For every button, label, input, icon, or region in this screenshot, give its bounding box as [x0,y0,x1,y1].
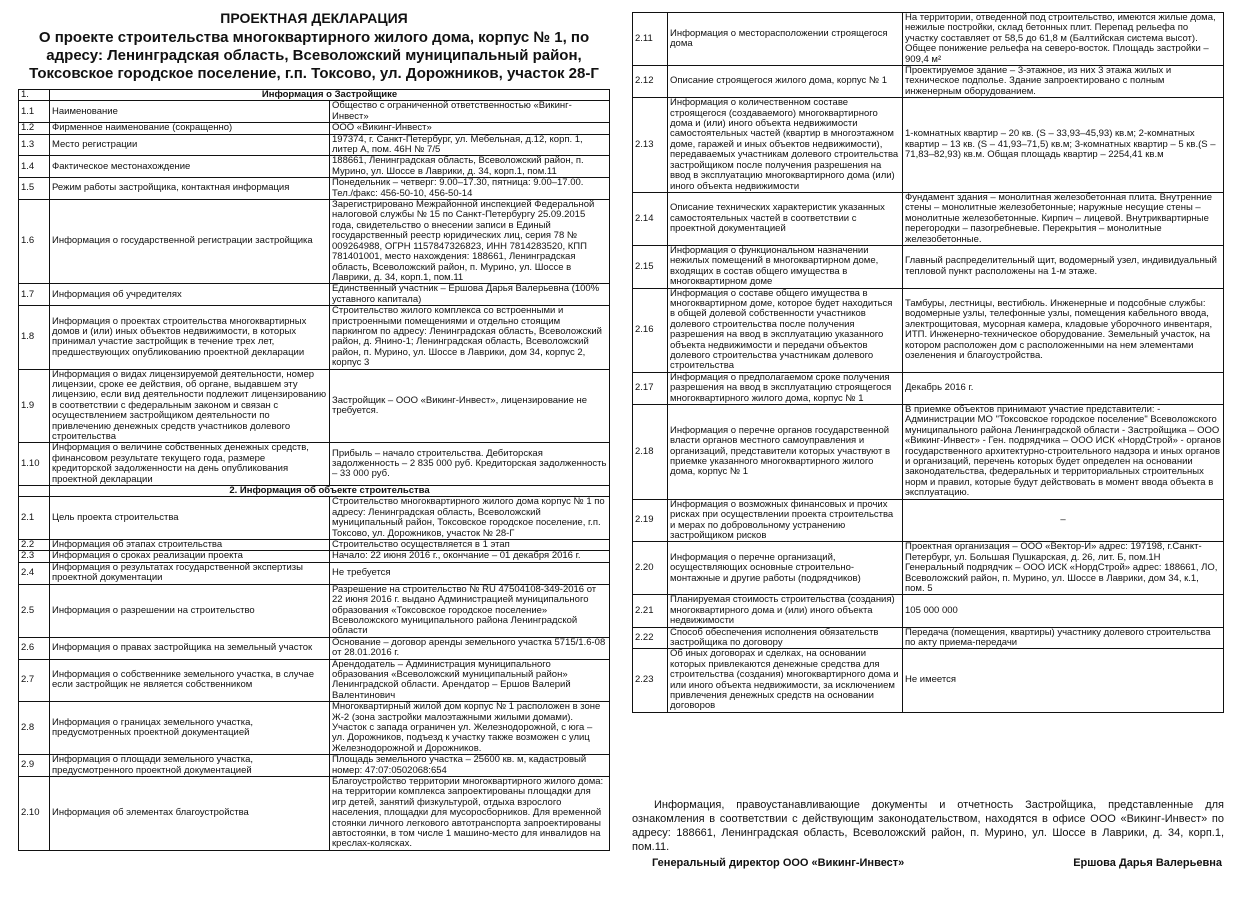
row-question: Информация о разрешении на строительство [50,584,330,637]
row-answer: ООО «Викинг-Инвест» [330,123,610,134]
table-row [19,702,610,755]
table-row [633,245,1224,288]
row-number: 1.9 [19,369,50,443]
row-question: Способ обеспечения исполнения обязательств застройщика по договору [668,627,903,649]
row-question: Информация о площади земельного участка, предусмотренного проектной документацией [50,755,330,777]
table-row [19,284,610,306]
row-question: Информация о сроках реализации проекта [50,551,330,562]
row-answer: Площадь земельного участка – 25600 кв. м, кадастровый номер: 47:07:0502068:654 [330,755,610,777]
row-answer: Начало: 22 июня 2016 г., окончание – 01 декабря 2016 г. [330,551,610,562]
table-row [19,497,610,540]
row-number: 2.14 [633,192,668,245]
row-number: 2.6 [19,637,50,659]
row-question: Информация о результатах государственной экспертизы проектной документации [50,562,330,584]
table-row [19,200,610,284]
row-question: Информация о величине собственных денежных средств, финансовом результате текущего года, размере кредиторской задолженности на день опубликования проектной декларации [50,443,330,486]
signature-position: Генеральный директор ООО «Викинг-Инвест» [652,857,905,869]
row-answer: Многоквартирный жилой дом корпус № 1 расположен в зоне Ж-2 (зона застройки малоэтажными жилыми домами). Участок с запада ограничен ул. Железнодорожной, с юга – ул. Дорожников, подъезд к участку также возможен с улиц Железнодорожной и Дорожников. [330,702,610,755]
row-number: 2.9 [19,755,50,777]
document-title: ПРОЕКТНАЯ ДЕКЛАРАЦИЯ [220,10,408,26]
table-row [633,405,1224,500]
row-question: Информация о количественном составе строящегося (создаваемого) многоквартирного дома и (или) иного объекта недвижимости самостоятельных частей (квартир в многоэтажном доме, гаражей и иных объектов недвижимости), передаваемых участникам долевого строительства застройщиком после получения разрешения на ввод в эксплуатацию многоквартирного дома (или) иного объекта недвижимости [668,98,903,193]
row-answer: Передача (помещения, квартиры) участнику долевого строительства по акту приема-передачи [903,627,1224,649]
row-question: Информация о перечне органов государственной власти органов местного самоуправления и организаций, представители которых участвуют в приемке указанного многоквартирного жилого дома, корпус № 1 [668,405,903,500]
row-question: Фактическое местонахождение [50,156,330,178]
row-question: Информация о месторасположении строящегося дома [668,13,903,66]
table-row [19,101,610,123]
row-question: Информация о видах лицензируемой деятельности, номер лицензии, сроке ее действия, об органе, выдавшем эту лицензию, если вид деятельности подлежит лицензированию в соответствии с федеральным законом и связан с осуществлением застройщиком деятельности по привлечению денежных средств участников долевого строительства [50,369,330,443]
table-row [19,637,610,659]
row-number: 2.11 [633,13,668,66]
row-answer: Тамбуры, лестницы, вестибюль. Инженерные и подсобные службы: водомерные узлы, телефонные узлы, помещения кабельного ввода, электрощитовая, мусорная камера, кладовые уборочного инвентаря, ИТП. Инженерно-техническое оборудование. Земельный участок, на котором расположен дом с расположенными на нем элементами озеленения и благоустройства. [903,288,1224,372]
row-question: Информация о государственной регистрации застройщика [50,200,330,284]
row-answer: Понедельник – четверг: 9.00–17.30, пятница: 9.00–17.00. Тел./факс: 456-50-10, 456-50-14 [330,178,610,200]
row-number: 2.12 [633,66,668,98]
row-number: 1.10 [19,443,50,486]
row-answer: Прибыль – начало строительства. Дебиторская задолженность – 2 835 000 руб. Кредиторская задолженность – 33 000 руб. [330,443,610,486]
declaration-table-right [632,12,1224,713]
table-row [633,499,1224,542]
row-question: Информация о перечне организаций, осуществляющих основные строительно-монтажные и другие работы (подрядчиков) [668,542,903,595]
row-number: 2.13 [633,98,668,193]
row-number: 1.6 [19,200,50,284]
declaration-table-left [18,89,610,851]
right-column [632,0,1224,713]
row-question: Планируемая стоимость строительства (создания) многоквартирного дома и (или) иного объекта недвижимости [668,595,903,627]
table-row [633,372,1224,404]
row-number: 2.1 [19,497,50,540]
row-number: 1.7 [19,284,50,306]
table-row [633,288,1224,372]
row-number: 2.5 [19,584,50,637]
row-answer: Не имеется [903,649,1224,712]
section-number [19,486,50,497]
section-number: 1. [19,90,50,101]
row-number: 1.8 [19,306,50,369]
row-question: Информация о функциональном назначении нежилых помещений в многоквартирном доме, входящих в состав общего имущества в многоквартирном доме [668,245,903,288]
row-number: 2.17 [633,372,668,404]
footer-note: Информация, правоустанавливающие документы и отчетность Застройщика, представленные для ознакомления в соответствии с действующим законодательством, находятся в офисе ООО «Викинг-Инвест» по адресу: 188661, Ленинградская область, Всеволожский район, п. Мурино, ул. Шоссе в Лаврики, д. 34, корп.1, пом.11. [632,799,1224,853]
row-question: Описание строящегося жилого дома, корпус № 1 [668,66,903,98]
row-question: Цель проекта строительства [50,497,330,540]
row-question: Информация об учредителях [50,284,330,306]
row-answer: Благоустройство территории многоквартирного жилого дома: на территории комплекса запроектированы площадки для игр детей, занятий физкультурой, отдыха взрослого населения, площадки для мусоросборников. Для временной стоянки личного легкового автотранспорта запроектированы автостоянки, в том числе 1 машино-место для инвалидов на креслах-колясках. [330,777,610,851]
row-answer: 1-комнатных квартир – 20 кв. (S – 33,93–45,93) кв.м; 2-комнатных квартир – 13 кв. (S – 41,93–71,5) кв.м; 3-комнатных квартир – 5 кв.(S – 71,83–82,93) кв.м. Общая площадь квартир – 2254,41 кв.м [903,98,1224,193]
row-answer: 105 000 000 [903,595,1224,627]
table-row [19,156,610,178]
table-row [19,178,610,200]
table-row [19,540,610,551]
row-number: 1.5 [19,178,50,200]
table-row [19,659,610,702]
row-answer: В приемке объектов принимают участие представители: - Администрации МО "Токсовское городское поселение" Всеволожского муниципального района Ленинградской области - Застройщика – ООО «Викинг-Инвест» - Ген. подрядчика – ООО ИСК «НордСтрой» - органов государственного архитектурно-строительного надзора и иных органов и организаций, перечень которых будет определен на основании законодательства, федеральных и территориальных строительных норм и правил, которые будут действовать в момент ввода объекта в эксплуатацию. [903,405,1224,500]
signature-name: Ершова Дарья Валерьевна [1073,857,1222,869]
row-answer: Застройщик – ООО «Викинг-Инвест», лицензирование не требуется. [330,369,610,443]
row-question: Место регистрации [50,134,330,156]
table-row [633,542,1224,595]
row-number: 1.4 [19,156,50,178]
row-question: Информация о проектах строительства многоквартирных домов и (или) иных объектов недвижимости, в которых принимал участие застройщик в течение трех лет, предшествующих опубликованию проектной декларации [50,306,330,369]
row-answer: Проектируемое здание – 3-этажное, из них 3 этажа жилых и техническое подполье. Здание запроектировано с полным инженерным оборудованием. [903,66,1224,98]
section-header [19,90,610,101]
row-number: 2.7 [19,659,50,702]
document-subtitle: О проекте строительства многоквартирного жилого дома, корпус № 1, по адресу: Ленинградская область, Всеволожский муниципальный район, Токсовское городское поселение, г.п. Токсово, ул. Дорожников, участок 28-Г [29,29,599,82]
row-number: 2.16 [633,288,668,372]
table-row [19,123,610,134]
row-number: 2.21 [633,595,668,627]
table-row [19,369,610,443]
table-row [633,595,1224,627]
row-answer: На территории, отведенной под строительство, имеются жилые дома, нежилые постройки, склад бетонных плит. Перепад рельефа по участку составляет от 58,5 до 61,8 м (Балтийская система высот). Общее понижение рельефа на северо-восток. Площадь застройки – 909,4 м² [903,13,1224,66]
row-answer: Единственный участник – Ершова Дарья Валерьевна (100% уставного капитала) [330,284,610,306]
table-row [633,192,1224,245]
row-number: 2.15 [633,245,668,288]
row-answer: – [903,499,1224,542]
row-question: Информация о правах застройщика на земельный участок [50,637,330,659]
row-number: 2.18 [633,405,668,500]
row-question: Информация об этапах строительства [50,540,330,551]
row-number: 2.10 [19,777,50,851]
table-row [19,755,610,777]
row-answer: Зарегистрировано Межрайонной инспекцией Федеральной налоговой службы № 15 по Санкт-Петербургу 25.09.2015 года, свидетельство о внесении записи в Единый государственный реестр юридических лиц, серия 78 № 009264988, ОГРН 1157847326823, ИНН 7814283520, КПП 781401001, место нахождения: 188661, Ленинградская область, Всеволожский район, п. Мурино, ул. Шоссе в Лаврики, д. 34, корп.1, пом.11 [330,200,610,284]
row-number: 1.3 [19,134,50,156]
row-answer: 188661, Ленинградская область, Всеволожский район, п. Мурино, ул. Шоссе в Лаврики, д. 34, корп.1, пом.11 [330,156,610,178]
row-number: 1.1 [19,101,50,123]
table-row [19,551,610,562]
row-answer: Фундамент здания – монолитная железобетонная плита. Внутренние стены – монолитные железобетонные; наружные несущие стены – монолитные железобетонные. Кирпич – лицевой. Внутриквартирные перегородки – пазогребневые. Перекрытия – монолитные железобетонные. [903,192,1224,245]
row-answer: Строительство жилого комплекса со встроенными и пристроенными помещениями и отдельно стоящим паркингом по адресу: Ленинградская область, Всеволожский район, д. Янино-1; Ленинградская область, Всеволожский район, п. Мурино, ул. Шоссе в Лаврики, дом 34, корпус 2, корпус 3 [330,306,610,369]
row-answer: Главный распределительный щит, водомерный узел, индивидуальный тепловой пункт расположены на 1-м этаже. [903,245,1224,288]
row-question: Информация о собственнике земельного участка, в случае если застройщик не является собственником [50,659,330,702]
row-answer: Декабрь 2016 г. [903,372,1224,404]
table-row [633,649,1224,712]
section-header [19,486,610,497]
row-question: Информация о границах земельного участка, предусмотренных проектной документацией [50,702,330,755]
row-question: Информация о возможных финансовых и прочих рисках при осуществлении проекта строительства и мерах по добровольному устранению застройщиком рисков [668,499,903,542]
row-question: Наименование [50,101,330,123]
table-row [19,443,610,486]
table-row [633,627,1224,649]
table-row [19,562,610,584]
table-row [19,777,610,851]
row-answer: Строительство многоквартирного жилого дома корпус № 1 по адресу: Ленинградская область, Всеволожский муниципальный район, Токсовское городское поселение, г.п. Токсово, ул. Дорожников, участок № 28-Г [330,497,610,540]
row-number: 2.8 [19,702,50,755]
table-row [19,306,610,369]
table-row [19,584,610,637]
section-title: Информация о Застройщике [50,90,610,101]
table-row [633,13,1224,66]
row-question: Информация об элементах благоустройства [50,777,330,851]
row-answer: Проектная организация – ООО «Вектор-И» адрес: 197198, г.Санкт-Петербург, ул. Большая Пушкарская, д. 26, лит. Б, пом.1Н Генеральный подрядчик – ООО ИСК «НордСтрой» адрес: 188661, ЛО, Всеволожский район, п. Мурино, ул. Шоссе в Лаврики, дом 34, к.1, пом. 5 [903,542,1224,595]
row-answer: Разрешение на строительство № RU 47504108-349-2016 от 22 июня 2016 г. выдано Администрацией муниципального образования «Токсовское городское поселение» Всеволожского муниципального района Ленинградской области [330,584,610,637]
row-number: 2.3 [19,551,50,562]
table-row [633,98,1224,193]
row-answer: 197374, г. Санкт-Петербург, ул. Мебельная, д.12, корп. 1, литер А, пом. 46Н № 7/5 [330,134,610,156]
row-number: 2.22 [633,627,668,649]
row-question: Информация о составе общего имущества в многоквартирном доме, которое будет находиться в общей долевой собственности участников долевого строительства после получения разрешения на ввод в эксплуатацию указанного объекта недвижимости и передачи объектов долевого строительства участникам долевого строительства [668,288,903,372]
row-number: 1.2 [19,123,50,134]
row-answer: Арендодатель – Администрация муниципального образования «Всеволожский муниципальный район» Ленинградской области. Арендатор – Ершов Валерий Валентинович [330,659,610,702]
row-question: Описание технических характеристик указанных самостоятельных частей в соответствии с проектной документацией [668,192,903,245]
left-column [18,0,610,851]
row-number: 2.2 [19,540,50,551]
row-number: 2.4 [19,562,50,584]
row-answer: Не требуется [330,562,610,584]
table-row [19,134,610,156]
table-row [633,66,1224,98]
row-question: Режим работы застройщика, контактная информация [50,178,330,200]
row-number: 2.20 [633,542,668,595]
row-number: 2.19 [633,499,668,542]
row-question: Информация о предполагаемом сроке получения разрешения на ввод в эксплуатацию строящегося многоквартирного жилого дома, корпус № 1 [668,372,903,404]
row-question: Фирменное наименование (сокращенно) [50,123,330,134]
row-answer: Основание – договор аренды земельного участка 5715/1.6-08 от 28.01.2016 г. [330,637,610,659]
row-number: 2.23 [633,649,668,712]
row-answer: Строительство осуществляется в 1 этап [330,540,610,551]
section-title: 2. Информация об объекте строительства [50,486,610,497]
row-answer: Общество с ограниченной ответственностью «Викинг-Инвест» [330,101,610,123]
row-question: Об иных договорах и сделках, на основании которых привлекаются денежные средства для строительства (создания) многоквартирного дома и или иного объекта недвижимости, за исключением привлечения денежных средств на основании договоров [668,649,903,712]
